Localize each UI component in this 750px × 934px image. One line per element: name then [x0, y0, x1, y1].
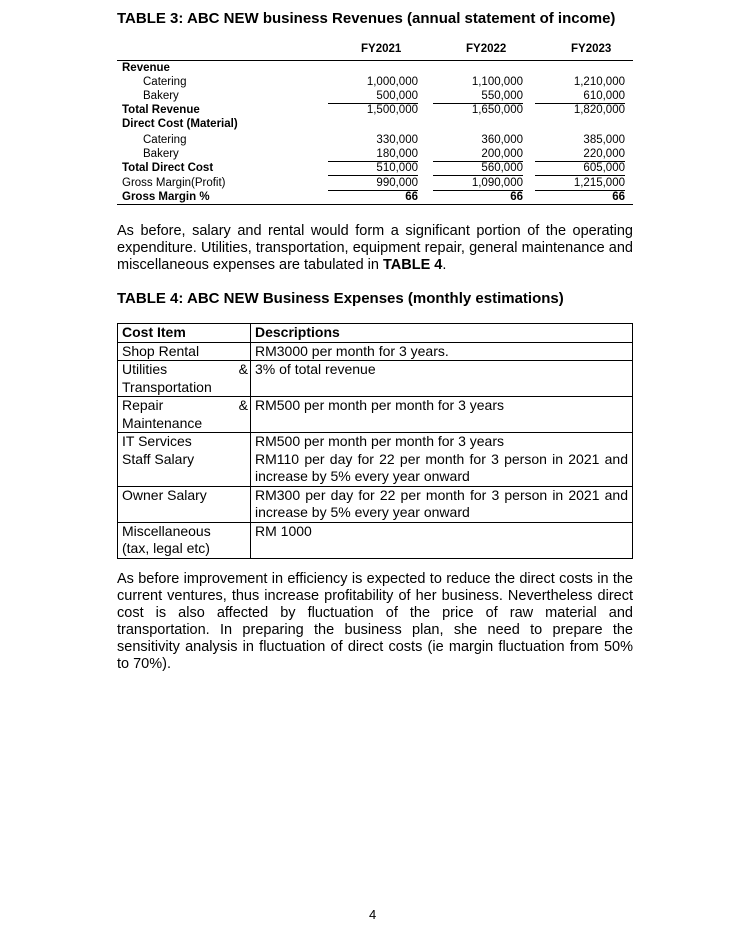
- table3-cell: 66: [510, 191, 523, 203]
- table3-cell: 1,000,000: [366, 76, 418, 88]
- table4-item-label-cont: (tax, legal etc): [122, 540, 210, 556]
- table3-row-label: Bakery: [143, 148, 179, 160]
- table4: [117, 323, 633, 559]
- table3-header-fy2023: FY2023: [571, 43, 612, 55]
- table3-row: [117, 89, 633, 103]
- table3-cell: 990,000: [328, 176, 418, 191]
- table4-desc: RM300 per day for 22 per month for 3 person in 2021 and increase by 5% every year onward: [251, 486, 633, 522]
- table3-row-label: Total Direct Cost: [122, 162, 214, 174]
- table3-cell: 510,000: [328, 161, 418, 176]
- table-row: [118, 433, 633, 487]
- table3-row-label: Catering: [143, 134, 187, 146]
- table3-cell: 385,000: [583, 134, 625, 146]
- table3-cell: 1,100,000: [471, 76, 523, 88]
- table4-item-label: Staff Salary: [122, 450, 195, 467]
- table4-desc: RM3000 per month for 3 years.: [251, 342, 633, 361]
- table4-header-item: Cost Item: [118, 324, 251, 343]
- paragraph-expenditure: [117, 223, 633, 274]
- table3-cell: 1,650,000: [471, 104, 523, 116]
- table3-row: [117, 61, 633, 75]
- table3-row: [117, 133, 633, 147]
- table3-cell: 550,000: [433, 89, 523, 104]
- table3-cell: 610,000: [535, 89, 625, 104]
- table3-cell: 66: [612, 191, 625, 203]
- table4-desc-line: RM500 per month per month for 3 years: [255, 433, 505, 449]
- table4-item-amp: &: [238, 361, 248, 377]
- table4-item-label-cont: Maintenance: [122, 414, 203, 431]
- table4-item: Owner Salary: [118, 486, 251, 522]
- table3-cell: 330,000: [376, 134, 418, 146]
- table3-row-label: Catering: [143, 76, 187, 88]
- table4-desc-line: RM110 per day for 22 per month for 3 person in 2021 and increase by 5% every year onward: [255, 450, 628, 484]
- table4-item-label: IT Services: [122, 433, 192, 449]
- table3-cell: 220,000: [535, 147, 625, 162]
- table3-cell: 1,210,000: [573, 76, 625, 88]
- table3-cell: 500,000: [328, 89, 418, 104]
- paragraph-sensitivity: As before improvement in efficiency is expected to reduce the direct costs in the current ventures, thus increase profitability of her business. Nevertheless direct cost is also affected by fluctuation of the price of raw material and transportation. In preparing the business plan, she need to prepare the sensitivity analysis in fluctuation of direct costs (ie margin fluctuation from 50% to 70%).: [117, 571, 633, 672]
- table3-row: [117, 117, 633, 131]
- table3-row-label: Revenue: [122, 62, 170, 74]
- table4-item-label: Miscellaneous: [122, 522, 211, 539]
- table3-row: [117, 176, 633, 190]
- table3-cell: 200,000: [433, 147, 523, 162]
- table3-row: [117, 75, 633, 89]
- table4-item: [118, 361, 251, 397]
- table3-cell: 560,000: [433, 161, 523, 176]
- table4-item: [118, 522, 251, 558]
- table3-header-fy2021: FY2021: [361, 43, 402, 55]
- table3-row: [117, 190, 633, 204]
- table4-header-desc: Descriptions: [251, 324, 633, 343]
- page-number: 4: [369, 907, 377, 922]
- table3-cell: 1,820,000: [573, 104, 625, 116]
- table4-item-label: Utilities: [122, 361, 168, 377]
- table4-title: TABLE 4: ABC NEW Business Expenses (monthly estimations): [117, 290, 564, 307]
- table3-bottom-rule: [117, 204, 633, 205]
- table4-desc: 3% of total revenue: [251, 361, 633, 397]
- table4-item: [118, 397, 251, 433]
- table3-cell: 180,000: [328, 147, 418, 162]
- table4-item-label: Shop Rental: [122, 342, 200, 359]
- table3-cell: 360,000: [481, 134, 523, 146]
- table-row: [118, 342, 633, 361]
- table3-row-label: Direct Cost (Material): [122, 118, 238, 130]
- table3-row: [117, 161, 633, 175]
- table3-cell: 1,090,000: [433, 176, 523, 191]
- table3-row: [117, 103, 633, 117]
- table3-row-label: Gross Margin(Profit): [122, 177, 226, 189]
- table-row: [118, 486, 633, 522]
- table4-desc: RM 1000: [251, 522, 633, 558]
- table-row: [118, 397, 633, 433]
- table3-header-fy2022: FY2022: [466, 43, 507, 55]
- table3-cell: 605,000: [535, 161, 625, 176]
- table3-cell: 1,215,000: [535, 176, 625, 191]
- table3-cell: 1,500,000: [366, 104, 418, 116]
- table-row: [118, 522, 633, 558]
- table3-title: TABLE 3: ABC NEW business Revenues (annual statement of income): [117, 10, 616, 27]
- paragraph1-bold-ref: TABLE 4: [383, 257, 443, 273]
- paragraph1-text: As before, salary and rental would form a significant portion of the operating expenditure. Utilities, transportation, equipment repair, general maintenance and miscellaneous expenses are tabulated in: [117, 223, 633, 273]
- table4-item-amp: &: [238, 397, 248, 413]
- table4-item: [118, 342, 251, 361]
- table3-row-label: Total Revenue: [122, 104, 200, 116]
- paragraph1-end: .: [442, 257, 447, 273]
- table3-row-label: Gross Margin %: [122, 191, 210, 203]
- table3-row: [117, 147, 633, 161]
- table4-desc: [251, 433, 633, 487]
- table3-row-label: Bakery: [143, 90, 179, 102]
- table4-item-label-cont: Transportation: [122, 378, 212, 395]
- table4-item-label: Repair: [122, 397, 164, 413]
- table3-cell: 66: [405, 191, 418, 203]
- table-row: [118, 361, 633, 397]
- table4-header-row: [118, 324, 633, 343]
- table4-desc: RM500 per month per month for 3 years: [251, 397, 633, 433]
- table4-item: [118, 433, 251, 487]
